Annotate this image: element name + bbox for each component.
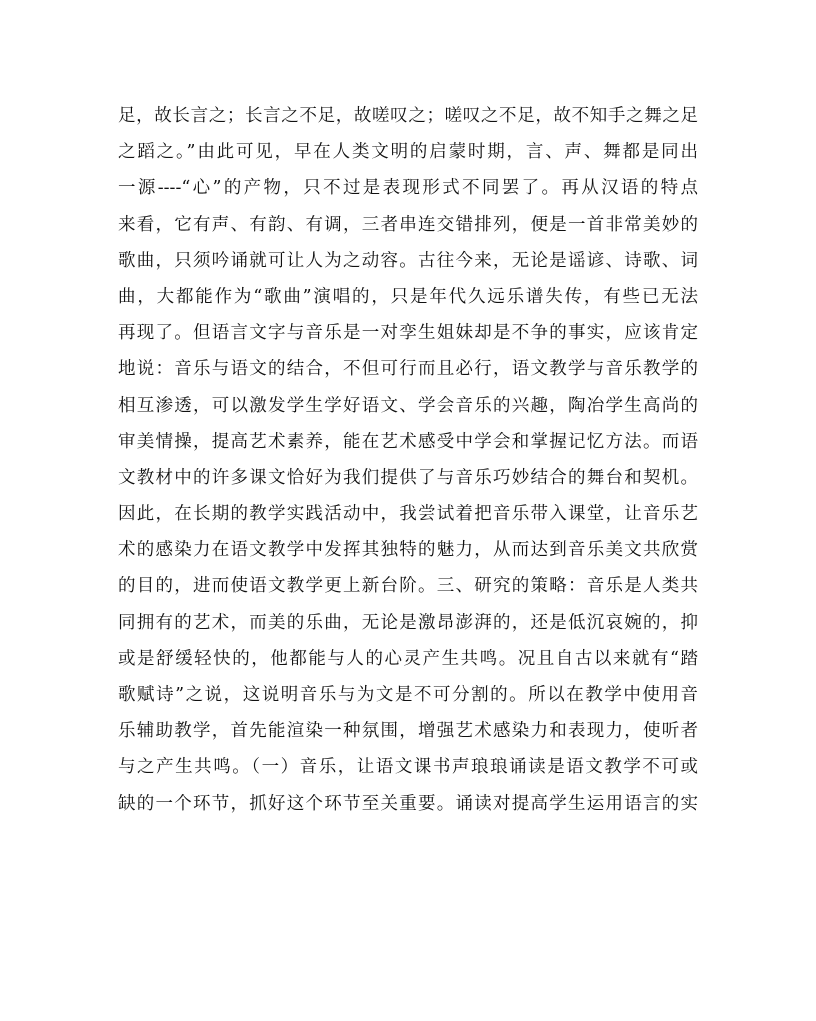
text-line: 文教材中的许多课文恰好为我们提供了与音乐巧妙结合的舞台和契机。 xyxy=(118,467,698,488)
text-line: 来看，它有声、有韵、有调，三者串连交错排列，便是一首非常美妙的 xyxy=(118,214,698,235)
text-line: 的目的，进而使语文教学更上新台阶。三、研究的策略：音乐是人类共 xyxy=(118,576,698,597)
text-line: 再现了。但语言文字与音乐是一对孪生姐妹却是不争的事实，应该肯定 xyxy=(118,323,698,344)
text-line: 足，故长言之；长言之不足，故嗟叹之；嗟叹之不足，故不知手之舞之足 xyxy=(118,106,698,126)
text-line: 与之产生共鸣。（一）音乐，让语文课书声琅琅诵读是语文教学不可或 xyxy=(118,757,698,778)
text-line: 地说：音乐与语文的结合，不但可行而且必行，语文教学与音乐教学的 xyxy=(118,359,698,380)
text-line: 或是舒缓轻快的，他都能与人的心灵产生共鸣。况且自古以来就有“踏 xyxy=(118,648,698,669)
text-line: 一源----“心”的产物，只不过是表现形式不同罢了。再从汉语的特点 xyxy=(118,178,698,199)
text-line: 因此，在长期的教学实践活动中，我尝试着把音乐带入课堂，让音乐艺 xyxy=(118,504,698,525)
text-line: 乐辅助教学，首先能渲染一种氛围，增强艺术感染力和表现力，使听者 xyxy=(118,721,698,742)
text-line: 术的感染力在语文教学中发挥其独特的魅力，从而达到音乐美文共欣赏 xyxy=(118,540,698,561)
text-line: 歌赋诗”之说，这说明音乐与为文是不可分割的。所以在教学中使用音 xyxy=(118,685,698,705)
text-line: 之蹈之。”由此可见，早在人类文明的启蒙时期，言、声、舞都是同出 xyxy=(118,142,698,163)
text-line: 同拥有的艺术，而美的乐曲，无论是激昂澎湃的，还是低沉哀婉的，抑 xyxy=(118,612,698,633)
body-text xyxy=(118,98,698,822)
text-line: 歌曲，只须吟诵就可让人为之动容。古往今来，无论是谣谚、诗歌、词 xyxy=(118,250,698,271)
text-line: 缺的一个环节，抓好这个环节至关重要。诵读对提高学生运用语言的实 xyxy=(118,793,698,814)
text-line: 相互渗透，可以激发学生学好语文、学会音乐的兴趣，陶冶学生高尚的 xyxy=(118,395,698,416)
text-line: 曲，大都能作为“歌曲”演唱的，只是年代久远乐谱失传，有些已无法 xyxy=(118,286,698,307)
text-line: 审美情操，提高艺术素养，能在艺术感受中学会和掌握记忆方法。而语 xyxy=(118,431,698,452)
